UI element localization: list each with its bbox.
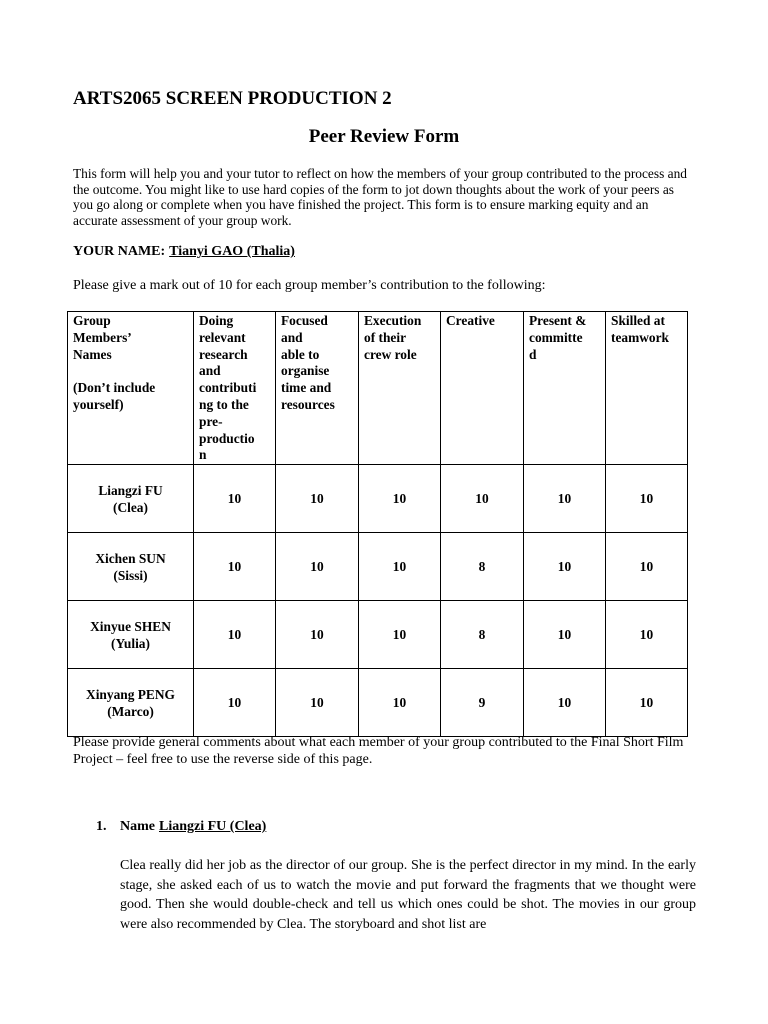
score-cell: 10 (194, 465, 276, 533)
header-skilled: Skilled at teamwork (606, 312, 688, 465)
score-cell: 10 (524, 669, 606, 737)
member-comment-heading (96, 819, 266, 835)
score-cell: 10 (359, 533, 441, 601)
score-cell: 10 (276, 465, 359, 533)
score-cell: 10 (606, 601, 688, 669)
score-cell: 10 (194, 669, 276, 737)
score-cell: 10 (276, 601, 359, 669)
score-cell: 10 (524, 465, 606, 533)
header-group-members: Group Members’ Names (Don’t include yourself) (68, 312, 194, 465)
score-cell: 9 (441, 669, 524, 737)
table-row (68, 669, 688, 737)
member-name-cell: Xinyue SHEN (Yulia) (68, 601, 194, 669)
score-cell: 10 (606, 669, 688, 737)
score-cell: 10 (606, 533, 688, 601)
your-name-label: YOUR NAME: (73, 244, 166, 259)
member-name-cell: Xinyang PENG (Marco) (68, 669, 194, 737)
score-cell: 10 (359, 465, 441, 533)
comments-instruction: Please provide general comments about what each member of your group contributed to the Final Short Film Project – feel free to use the reverse side of this page. (73, 735, 684, 767)
member-name-cell: Liangzi FU (Clea) (68, 465, 194, 533)
table-row (68, 533, 688, 601)
score-cell: 10 (194, 533, 276, 601)
score-cell: 10 (359, 669, 441, 737)
member-name: Liangzi FU (Clea) (159, 819, 267, 834)
header-focused: Focused and able to organise time and resources (276, 312, 359, 465)
list-number: 1. (96, 819, 107, 834)
score-cell: 8 (441, 601, 524, 669)
member-name-cell: Xichen SUN (Sissi) (68, 533, 194, 601)
form-title: Peer Review Form (308, 126, 460, 147)
course-title: ARTS2065 SCREEN PRODUCTION 2 (73, 88, 392, 109)
table-row (68, 465, 688, 533)
header-creative: Creative (441, 312, 524, 465)
header-present: Present & committe d (524, 312, 606, 465)
intro-paragraph: This form will help you and your tutor to reflect on how the members of your group contributed to the process and the outcome. You might like to use hard copies of the form to jot down thoughts about the work of your peers as you go along or complete when you have finished the project. This form is to ensure marking equity and an accurate assessment of your group work. (73, 166, 687, 228)
header-research: Doing relevant research and contributi ng to the pre- productio n (194, 312, 276, 465)
your-name-line (73, 244, 295, 260)
score-cell: 10 (359, 601, 441, 669)
table-header-row (68, 312, 688, 465)
name-label: Name (120, 819, 155, 834)
score-cell: 10 (606, 465, 688, 533)
score-cell: 10 (441, 465, 524, 533)
score-cell: 10 (276, 669, 359, 737)
member-comment-text: Clea really did her job as the director of our group. She is the perfect director in my mind. In the early stage, she asked each of us to watch the movie and put forward the fragments that we thought were good. Then she would double-check and tell us which ones could be shot. The movies in our group were also recommended by Clea. The storyboard and shot list are (120, 858, 696, 933)
score-cell: 8 (441, 533, 524, 601)
table-row (68, 601, 688, 669)
your-name-value: Tianyi GAO (Thalia) (169, 244, 295, 259)
header-execution: Execution of their crew role (359, 312, 441, 465)
peer-review-table (67, 311, 688, 737)
score-cell: 10 (194, 601, 276, 669)
score-cell: 10 (524, 533, 606, 601)
score-cell: 10 (524, 601, 606, 669)
rating-instruction: Please give a mark out of 10 for each group member’s contribution to the following: (73, 278, 546, 293)
score-cell: 10 (276, 533, 359, 601)
